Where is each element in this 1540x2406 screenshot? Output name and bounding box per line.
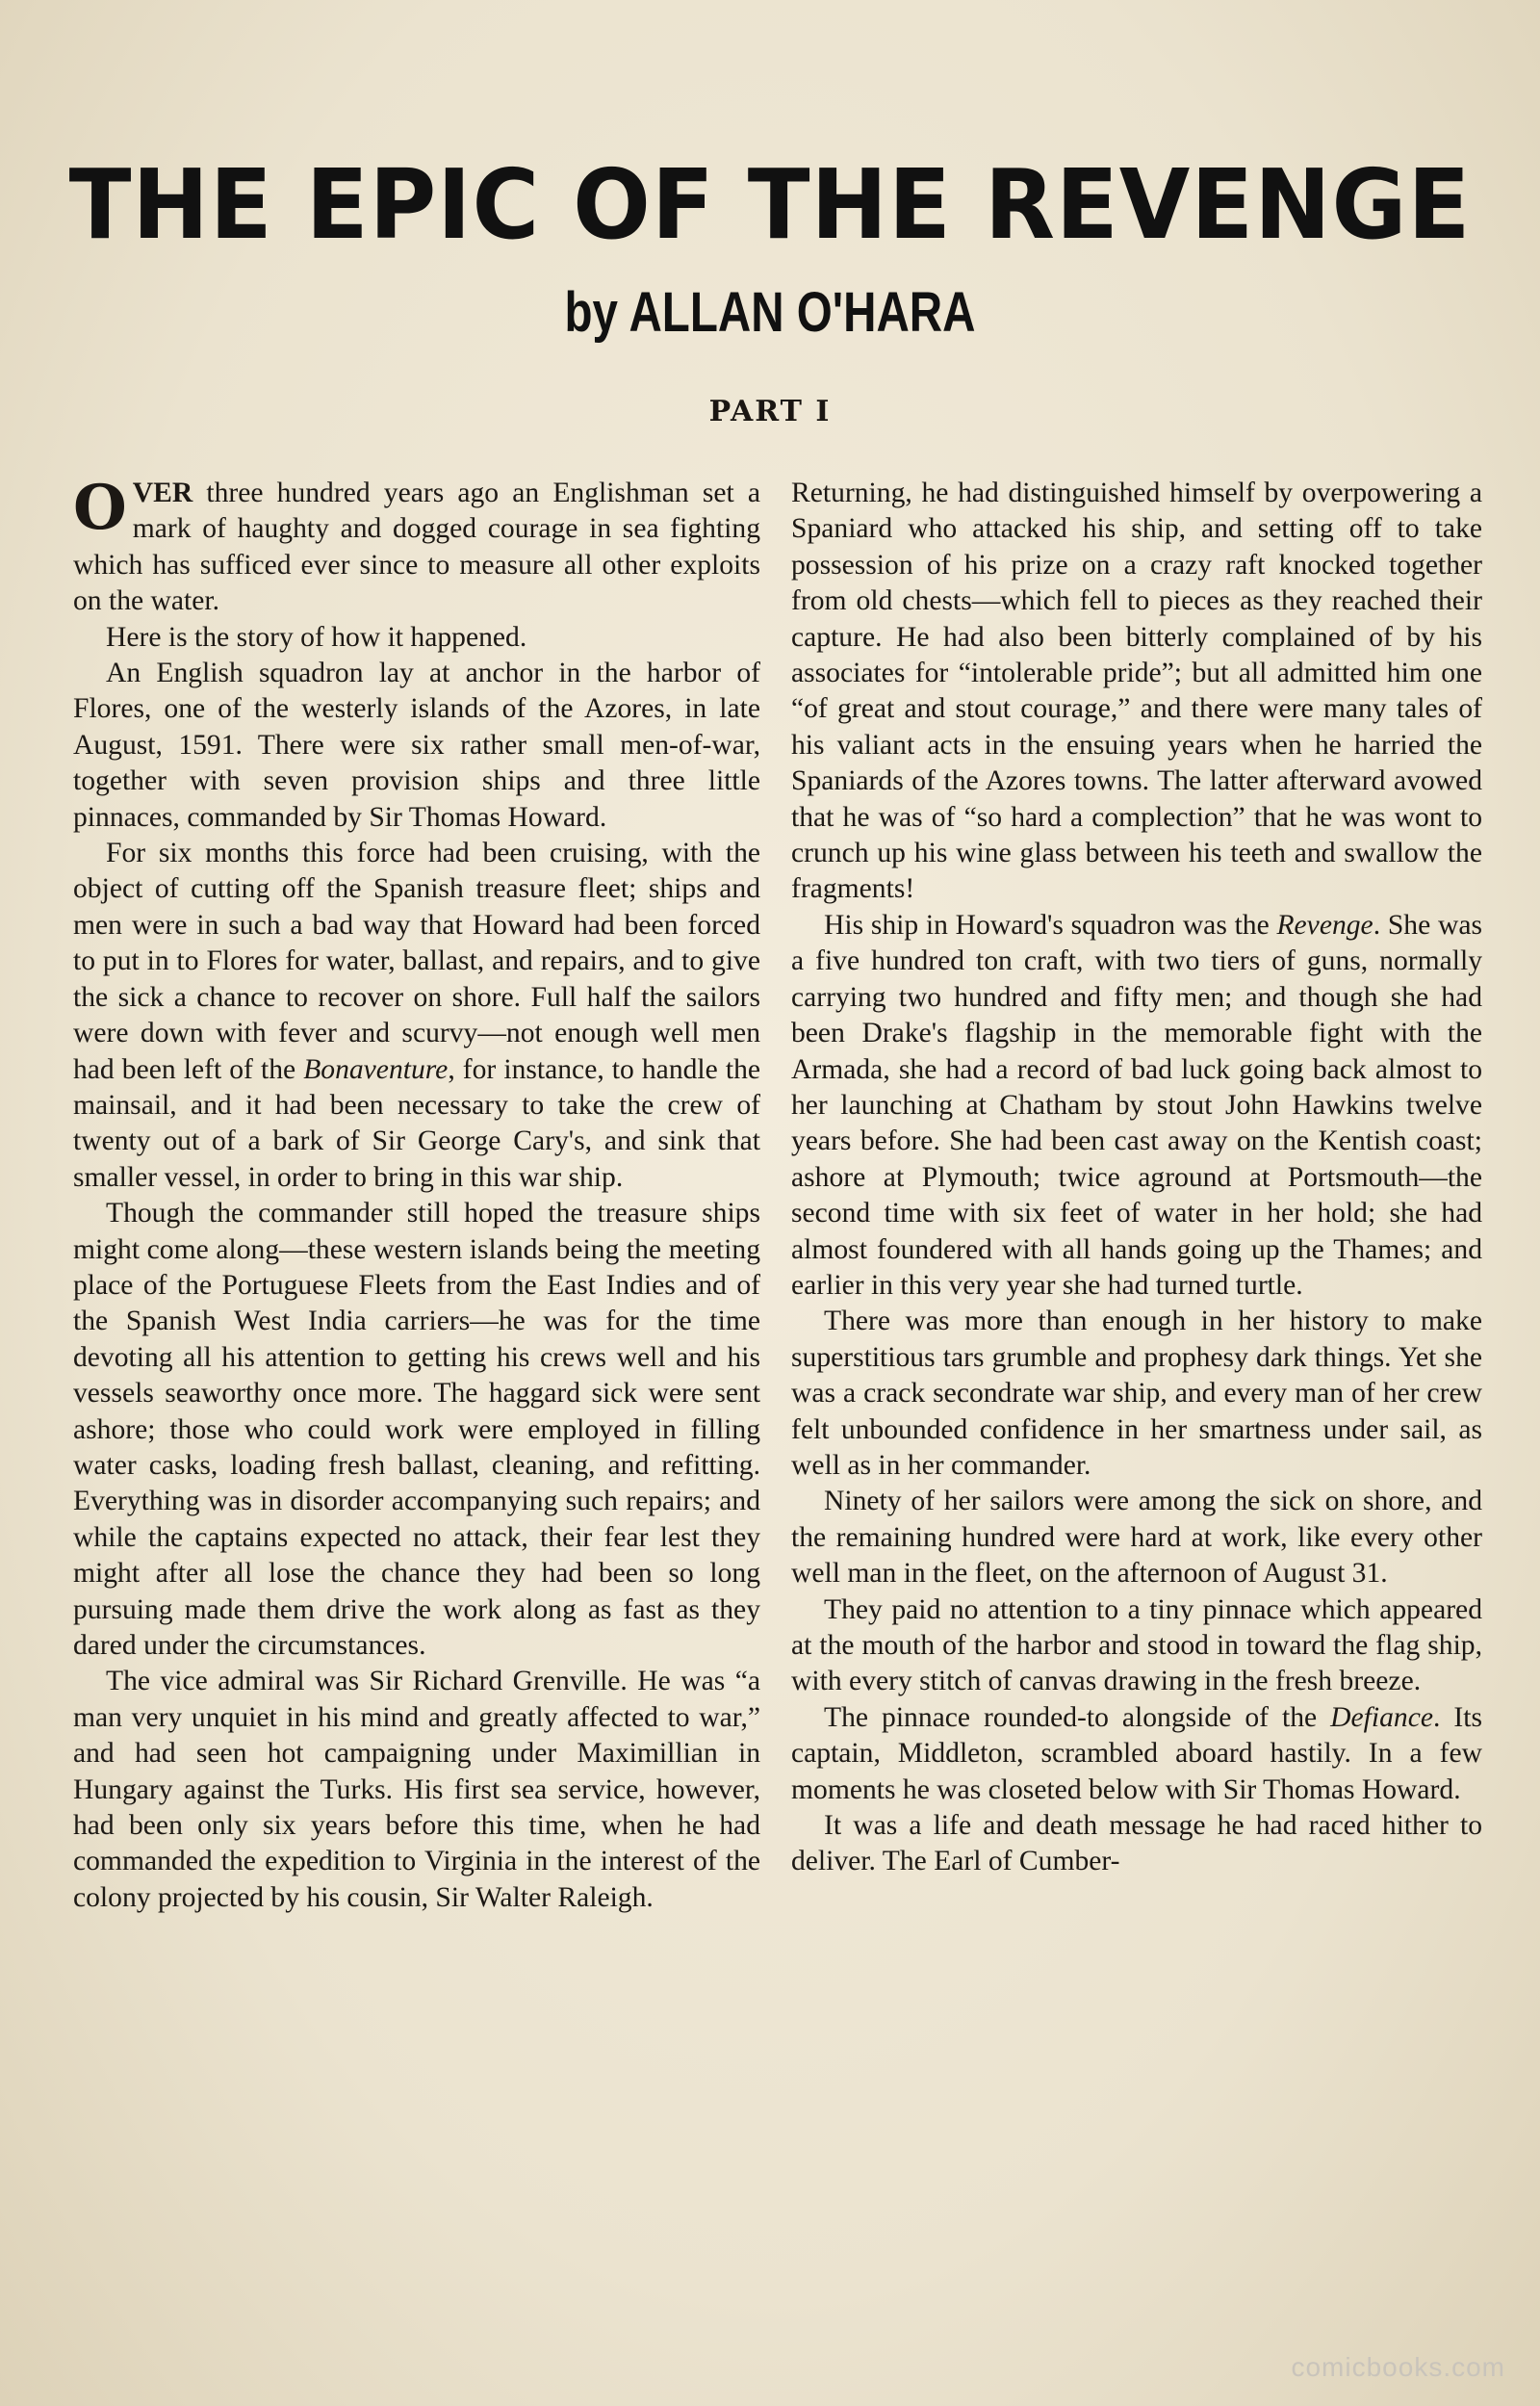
drop-cap: O xyxy=(73,472,127,544)
paragraph-text: . Its captain, Middleton, scrambled aboard hastily. In a few moments he was closeted below with Sir Thomas Howard. xyxy=(791,1701,1483,1805)
paragraph-text: , for instance, to handle the mainsail, and it had been necessary to take the crew of twenty out of a bark of Sir George Cary's, and sink that smaller vessel, in order to bring in this war ship. xyxy=(73,1053,760,1193)
ship-name: Defiance xyxy=(1330,1701,1433,1733)
paragraph: Here is the story of how it happened. xyxy=(106,621,527,653)
paragraph: Though the commander still hoped the treasure ships might come along—these western islands being the meeting place of the Portuguese Fleets from the East Indies and of the Spanish West India carriers—he was for the time devoting all his attention to getting his crews well and his vessels seaworthy once more. The haggard sick were sent ashore; those who could work were employed in filling water casks, loading fresh ballast, cleaning, and refitting. Everything was in disorder accompanying such repairs; and while the captains expected no attack, their fear lest they might after all lose the chance they had been so long pursuing made them drive the work along as fast as they dared under the circumstances. xyxy=(73,1198,760,1661)
right-text-column xyxy=(791,476,1482,1880)
site-watermark: comicbooks.com xyxy=(1291,2352,1505,2382)
paragraph: An English squadron lay at anchor in the harbor of Flores, one of the westerly islands of the Azores, in late August, 1591. There were six rather small men-of-war, together with seven provision ships and three little pinnaces, commanded by Sir Thomas Howard. xyxy=(73,658,760,833)
article-title: THE EPIC OF THE REVENGE xyxy=(68,148,1472,261)
paragraph-text: The pinnace rounded-to alongside of the xyxy=(824,1701,1331,1733)
paragraph: It was a life and death message he had raced hither to deliver. The Earl of Cumber- xyxy=(791,1810,1482,1877)
article-byline: by ALLAN O'HARA xyxy=(564,281,976,344)
ship-name: Bonaventure xyxy=(303,1053,449,1085)
paragraph xyxy=(791,908,1482,1304)
paragraph: Ninety of her sailors were among the sick on shore, and the remaining hundred were hard at work, like every other well man in the fleet, on the afternoon of August 31. xyxy=(791,1486,1482,1590)
paragraph: They paid no attention to a tiny pinnace which appeared at the mouth of the harbor and stood in toward the flag ship, with every stitch of canvas drawing in the fresh breeze. xyxy=(791,1593,1482,1697)
lead-word: VER xyxy=(132,478,193,508)
paragraph xyxy=(73,472,760,620)
left-text-column xyxy=(73,472,760,1916)
paragraph xyxy=(73,836,760,1196)
part-heading: PART I xyxy=(708,395,832,428)
paragraph-text: three hundred years ago an Englishman set a mark of haughty and dogged courage in sea fighting which has sufficed ever since to measure all other exploits on the water. xyxy=(73,478,760,617)
paragraph-text: . She was a five hundred ton craft, with two tiers of guns, normally carrying two hundred and fifty men; and though she had been Drake's flagship in the memorable fight with the Armada, she had a record of bad luck going back almost to her launching at Chatham by stout John Hawkins twelve years before. She had been cast away on the Kentish coast; ashore at Plymouth; twice aground at Portsmouth—the second time with six feet of water in her hold; she had almost foundered with all hands going up the Thames; and earlier in this very year she had turned turtle. xyxy=(791,909,1482,1301)
paragraph xyxy=(791,1700,1482,1808)
paragraph: There was more than enough in her history to make superstitious tars grumble and prophesy dark things. Yet she was a crack secondrate war ship, and every man of her crew felt unbounded confidence in her smartness under sail, as well as in her commander. xyxy=(791,1306,1482,1481)
paragraph-text: For six months this force had been cruising, with the object of cutting off the Spanish treasure fleet; ships and men were in such a bad way that Howard had been forced to put in to Flores for water, ballast, and repairs, and to give the sick a chance to recover on shore. Full half the sailors were down with fever and scurvy—not enough well men had been left of the xyxy=(73,838,760,1085)
ship-name: Revenge xyxy=(1276,909,1373,941)
paragraph: The vice admiral was Sir Richard Grenville. He was “a man very unquiet in his mind and greatly affected to war,” and had seen hot campaigning under Maximillian in Hungary against the Turks. His first sea service, however, had been only six years before this time, when he had commanded the expedition to Virginia in the interest of the colony projected by his cousin, Sir Walter Raleigh. xyxy=(73,1666,760,1913)
paragraph: Returning, he had distinguished himself by overpowering a Spaniard who attacked his ship, and setting off to take possession of his prize on a crazy raft knocked together from old chests—which fell to pieces as they reached their capture. He had also been bitterly complained of by his associates for “intolerable pride”; but all admitted him one “of great and stout courage,” and there were many tales of his valiant acts in the ensuing years when he harried the Spaniards of the Azores towns. The latter afterward avowed that he was of “so hard a complection” that he was wont to crunch up his wine glass between his teeth and swallow the fragments! xyxy=(791,478,1482,905)
paragraph-text: His ship in Howard's squadron was the xyxy=(824,909,1277,941)
